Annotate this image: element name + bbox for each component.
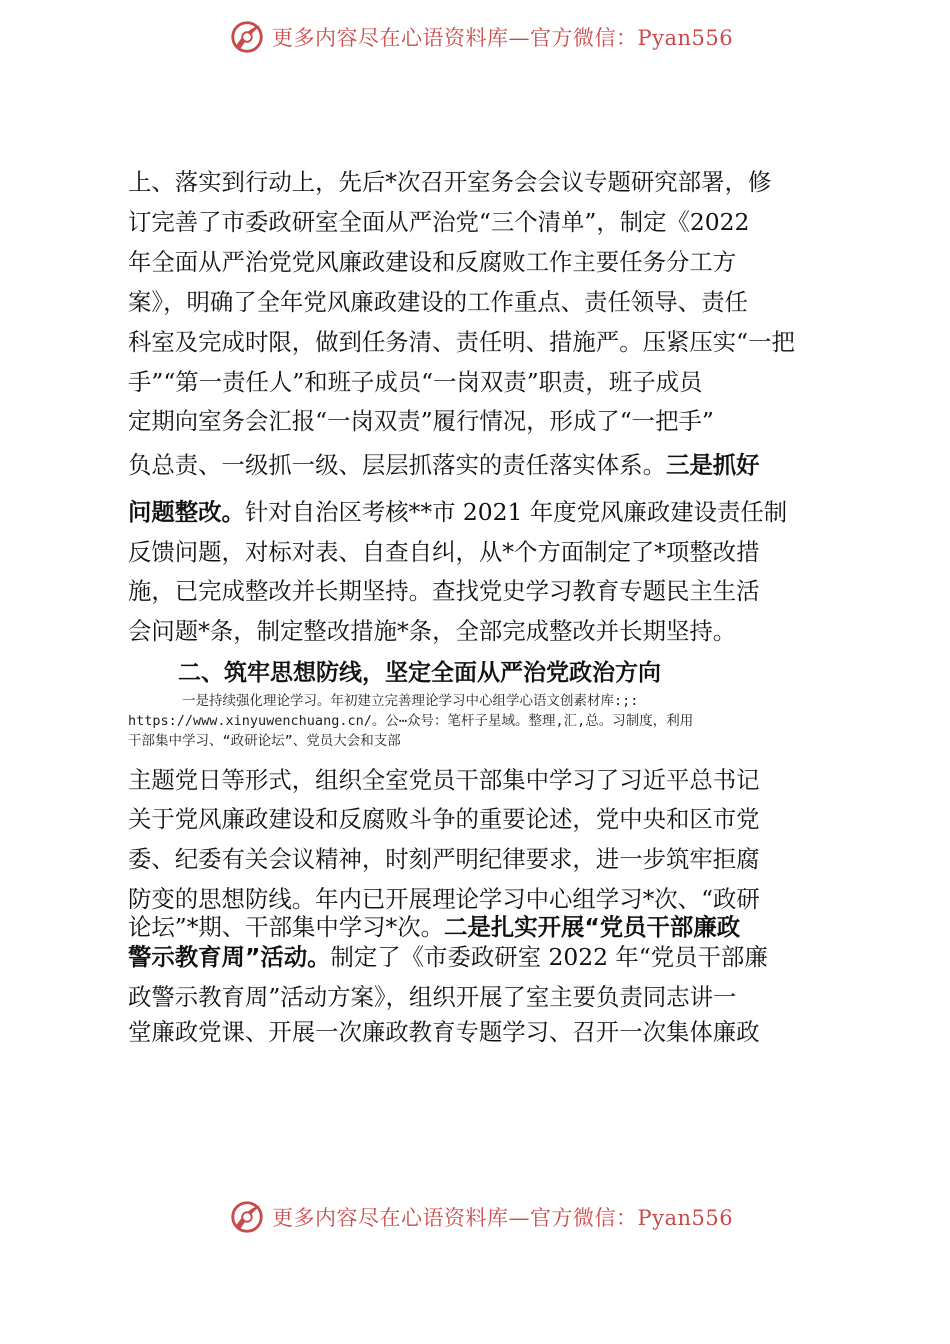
body-line: 政警示教育周”活动方案》，组织开展了室主要负责同志讲一 bbox=[128, 983, 737, 1011]
body-line-mixed: 负总责、一级抓一级、层层抓落实的责任落实体系。三是抓好 bbox=[128, 451, 760, 479]
body-line: 订完善了市委政研室全面从严治党“三个清单”，制定《2022 bbox=[128, 208, 750, 236]
body-line: 科室及完成时限，做到任务清、责任明、措施严。压紧压实“一把 bbox=[128, 328, 795, 356]
watermark-banner-top bbox=[228, 18, 733, 56]
small-text-line: https://www.xinyuwenchuang.cn/。公⋯众号：笔杆子星域。整理,汇,总。习制度，利用 bbox=[128, 713, 694, 729]
body-line: 防变的思想防线。年内已开展理论学习中心组学习*次、“政研 bbox=[128, 885, 760, 913]
brand-logo-icon bbox=[228, 1198, 266, 1236]
watermark-text: 更多内容尽在心语资料库—官方微信：Pyan556 bbox=[272, 26, 734, 50]
watermark-text: 更多内容尽在心语资料库—官方微信：Pyan556 bbox=[272, 1206, 734, 1230]
body-line-mixed: 论坛”*期、干部集中学习*次。二是扎实开展“党员干部廉政 bbox=[128, 913, 741, 941]
body-line: 手”“第一责任人”和班子成员“一岗双责”职责，班子成员 bbox=[128, 368, 703, 396]
body-line: 委、纪委有关会议精神，时刻严明纪律要求，进一步筑牢拒腐 bbox=[128, 845, 760, 873]
body-line: 施，已完成整改并长期坚持。查找党史学习教育专题民主生活 bbox=[128, 577, 760, 605]
section-heading: 二、筑牢思想防线，坚定全面从严治党政治方向 bbox=[178, 660, 661, 686]
body-line: 反馈问题，对标对表、自查自纠，从*个方面制定了*项整改措 bbox=[128, 538, 760, 566]
brand-logo-icon bbox=[228, 18, 266, 56]
body-line: 主题党日等形式，组织全室党员干部集中学习了习近平总书记 bbox=[128, 766, 760, 794]
body-line: 年全面从严治党党风廉政建设和反腐败工作主要任务分工方 bbox=[128, 248, 737, 276]
body-line-mixed: 问题整改。针对自治区考核**市 2021 年度党风廉政建设责任制 bbox=[128, 498, 788, 526]
body-line: 定期向室务会汇报“一岗双责”履行情况，形成了“一把手” bbox=[128, 407, 714, 435]
small-text-line: 干部集中学习、“政研论坛”、党员大会和支部 bbox=[128, 733, 401, 749]
watermark-banner-bottom bbox=[228, 1198, 733, 1236]
small-text-line: 一是持续强化理论学习。年初建立完善理论学习中心组学心语文创素材库:;: bbox=[182, 693, 639, 709]
body-line: 案》，明确了全年党风廉政建设的工作重点、责任领导、责任 bbox=[128, 288, 748, 316]
body-line: 会问题*条，制定整改措施*条，全部完成整改并长期坚持。 bbox=[128, 617, 737, 645]
body-line: 关于党风廉政建设和反腐败斗争的重要论述，党中央和区市党 bbox=[128, 805, 760, 833]
body-line-mixed: 警示教育周”活动。制定了《市委政研室 2022 年“党员干部廉 bbox=[128, 943, 768, 971]
body-line: 堂廉政党课、开展一次廉政教育专题学习、召开一次集体廉政 bbox=[128, 1018, 760, 1046]
body-line: 上、落实到行动上，先后*次召开室务会会议专题研究部署，修 bbox=[128, 168, 772, 196]
